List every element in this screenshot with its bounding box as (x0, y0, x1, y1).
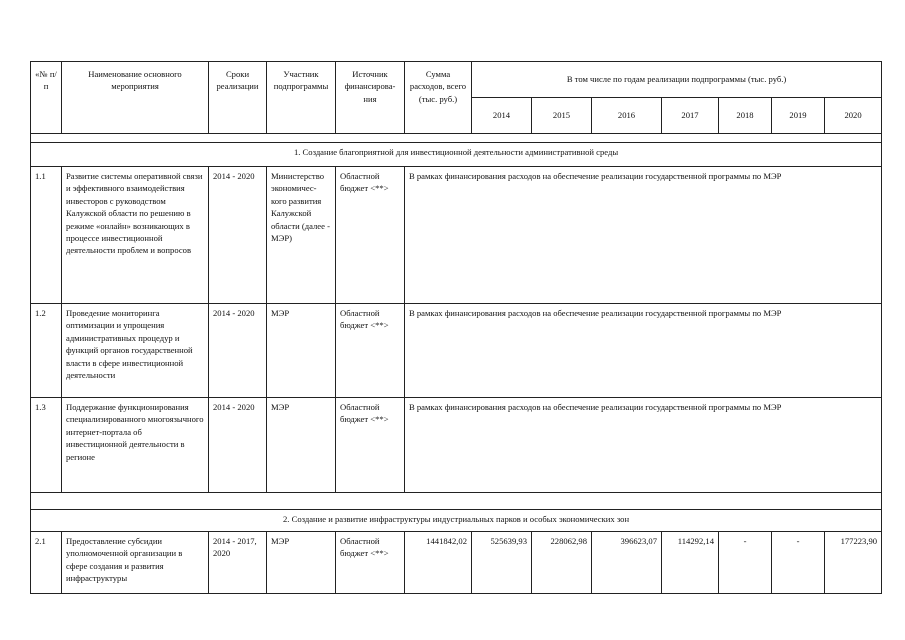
section-row (31, 510, 882, 532)
row-sum: 1441842,02 (405, 532, 472, 594)
section-title: 2. Создание и развитие инфраструктуры индустриальных парков и особых экономических зон (31, 510, 882, 532)
row-year-value: - (719, 532, 772, 594)
header-name: Наименование основного мероприятия (62, 62, 209, 134)
row-name: Проведение мониторинга оптимизации и упрощения административных процедур и функций органов государственной власти в сфере инвестиционной деятельности (62, 304, 209, 398)
row-participant: Министерство экономичес-кого развития Калужской области (далее - МЭР) (267, 167, 336, 304)
header-sum: Сумма расходов, всего (тыс. руб.) (405, 62, 472, 134)
row-financing-note: В рамках финансирования расходов на обеспечение реализации государственной программы по МЭР (405, 304, 882, 398)
table-row (31, 304, 882, 398)
row-terms: 2014 - 2017, 2020 (209, 532, 267, 594)
row-year-value: 228062,98 (532, 532, 592, 594)
table-row (31, 532, 882, 594)
row-num: 1.3 (31, 398, 62, 493)
header-year: 2016 (592, 98, 662, 134)
table-row (31, 398, 882, 493)
row-year-value: 525639,93 (472, 532, 532, 594)
header-row (31, 62, 882, 98)
header-year: 2018 (719, 98, 772, 134)
row-participant: МЭР (267, 532, 336, 594)
header-num: «№ п/п (31, 62, 62, 134)
row-year-value: 177223,90 (825, 532, 882, 594)
row-source: Областной бюджет <**> (336, 167, 405, 304)
row-terms: 2014 - 2020 (209, 304, 267, 398)
row-terms: 2014 - 2020 (209, 167, 267, 304)
header-year: 2017 (662, 98, 719, 134)
spacer-row (31, 134, 882, 143)
spacer-row (31, 493, 882, 510)
program-activities-table (30, 61, 882, 594)
header-years-group: В том числе по годам реализации подпрограммы (тыс. руб.) (472, 62, 882, 98)
row-num: 1.1 (31, 167, 62, 304)
header-participant: Участник подпрограммы (267, 62, 336, 134)
row-financing-note: В рамках финансирования расходов на обеспечение реализации государственной программы по МЭР (405, 398, 882, 493)
row-num: 1.2 (31, 304, 62, 398)
row-financing-note: В рамках финансирования расходов на обеспечение реализации государственной программы по МЭР (405, 167, 882, 304)
row-name: Развитие системы оперативной связи и эффективного взаимодействия инвесторов с руководством Калужской области по решению в режиме «онлайн» возникающих в процессе инвестиционной деятельности проблем и вопросов (62, 167, 209, 304)
header-source: Источник финансирова-ния (336, 62, 405, 134)
header-year: 2019 (772, 98, 825, 134)
row-year-value: - (772, 532, 825, 594)
row-source: Областной бюджет <**> (336, 532, 405, 594)
row-participant: МЭР (267, 398, 336, 493)
row-terms: 2014 - 2020 (209, 398, 267, 493)
header-year: 2014 (472, 98, 532, 134)
header-terms: Сроки реализации (209, 62, 267, 134)
row-num: 2.1 (31, 532, 62, 594)
row-name: Поддержание функционирования специализированного многоязычного интернет-портала об инвестиционной деятельности в регионе (62, 398, 209, 493)
row-source: Областной бюджет <**> (336, 398, 405, 493)
header-year: 2020 (825, 98, 882, 134)
row-participant: МЭР (267, 304, 336, 398)
table-row (31, 167, 882, 304)
row-year-value: 396623,07 (592, 532, 662, 594)
row-year-value: 114292,14 (662, 532, 719, 594)
section-title: 1. Создание благоприятной для инвестиционной деятельности административной среды (31, 143, 882, 167)
section-row (31, 143, 882, 167)
row-source: Областной бюджет <**> (336, 304, 405, 398)
row-name: Предоставление субсидии уполномоченной организации в сфере создания и развития инфраструктуры (62, 532, 209, 594)
header-year: 2015 (532, 98, 592, 134)
